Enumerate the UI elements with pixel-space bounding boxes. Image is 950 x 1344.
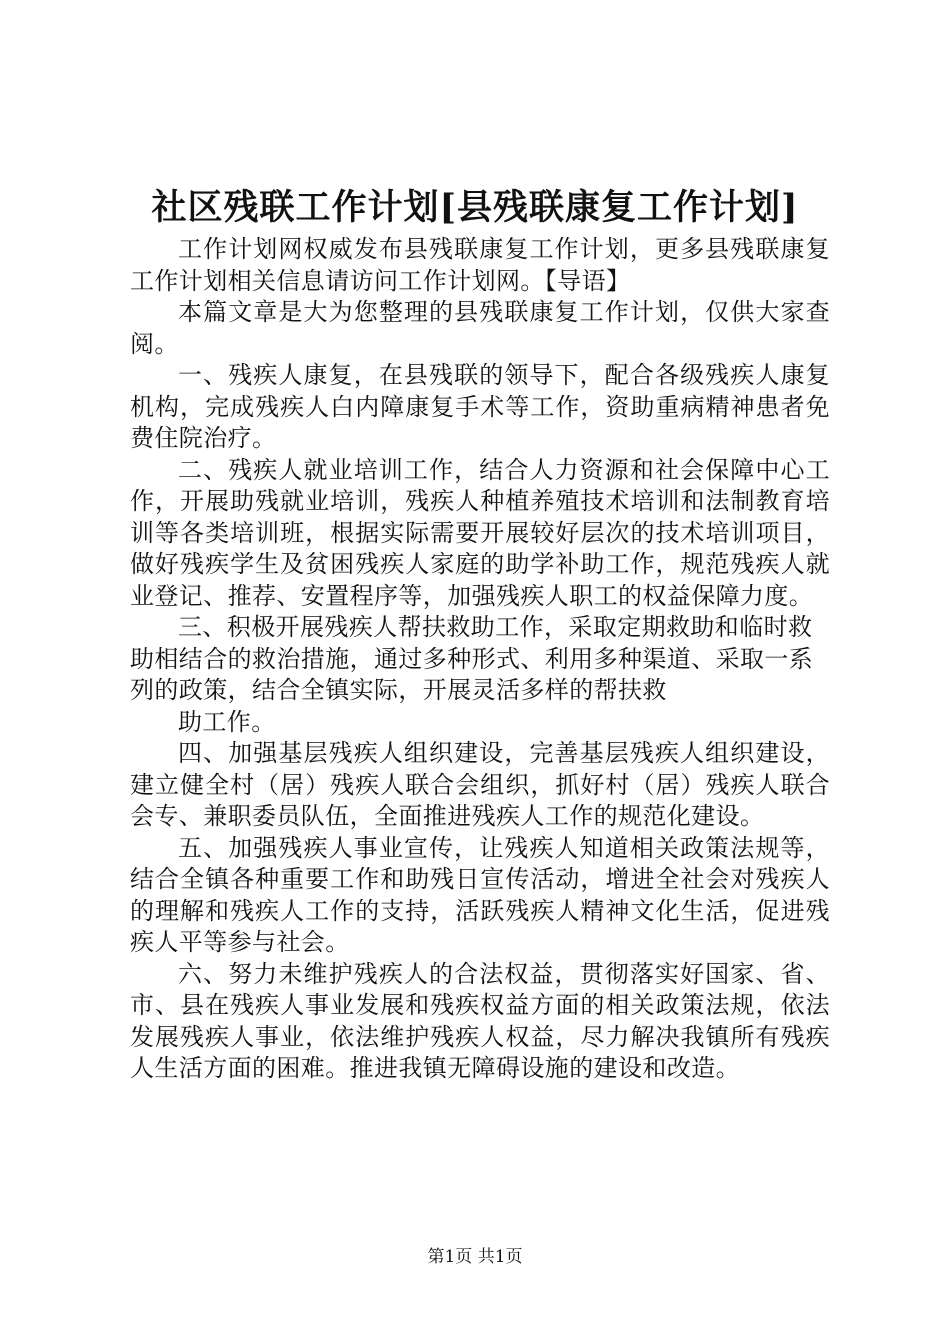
paragraph-intro: 工作计划网权威发布县残联康复工作计划，更多县残联康复工作计划相关信息请访问工作计划网。【导语】	[130, 235, 830, 295]
paragraph-section-1: 一、残疾人康复，在县残联的领导下，配合各级残疾人康复机构，完成残疾人白内障康复手术等工作，资助重病精神患者免费住院治疗。	[130, 361, 830, 452]
paragraph-preface: 本篇文章是大为您整理的县残联康复工作计划，仅供大家查阅。	[130, 298, 830, 358]
paragraph-section-5: 五、加强残疾人事业宣传，让残疾人知道相关政策法规等，结合全镇各种重要工作和助残日宣传活动，增进全社会对残疾人的理解和残疾人工作的支持，活跃残疾人精神文化生活，促进残疾人平等参与社会。	[130, 833, 830, 956]
paragraph-section-3-continued: 助工作。	[178, 707, 276, 736]
document-body	[130, 234, 830, 1085]
paragraph-section-3: 三、积极开展残疾人帮扶救助工作，采取定期救助和临时救助相结合的救治措施，通过多种形式、利用多种渠道、采取一系列的政策，结合全镇实际，开展灵活多样的帮扶救	[130, 613, 814, 704]
paragraph-section-4: 四、加强基层残疾人组织建设，完善基层残疾人组织建设，建立健全村（居）残疾人联合会组织，抓好村（居）残疾人联合会专、兼职委员队伍，全面推进残疾人工作的规范化建设。	[130, 739, 830, 830]
page-number: 第1页 共1页	[427, 1247, 523, 1267]
paragraph-section-2: 二、残疾人就业培训工作，结合人力资源和社会保障中心工作，开展助残就业培训，残疾人种植养殖技术培训和法制教育培训等各类培训班，根据实际需要开展较好层次的技术培训项目，做好残疾学生及贫困残疾人家庭的助学补助工作，规范残疾人就业登记、推荐、安置程序等，加强残疾人职工的权益保障力度。	[130, 455, 830, 610]
document-title: 社区残联工作计划[县残联康复工作计划]	[151, 187, 799, 228]
paragraph-section-6: 六、努力未维护残疾人的合法权益，贯彻落实好国家、省、市、县在残疾人事业发展和残疾权益方面的相关政策法规，依法发展残疾人事业，依法维护残疾人权益，尽力解决我镇所有残疾人生活方面的困难。推进我镇无障碍设施的建设和改造。	[130, 959, 830, 1082]
